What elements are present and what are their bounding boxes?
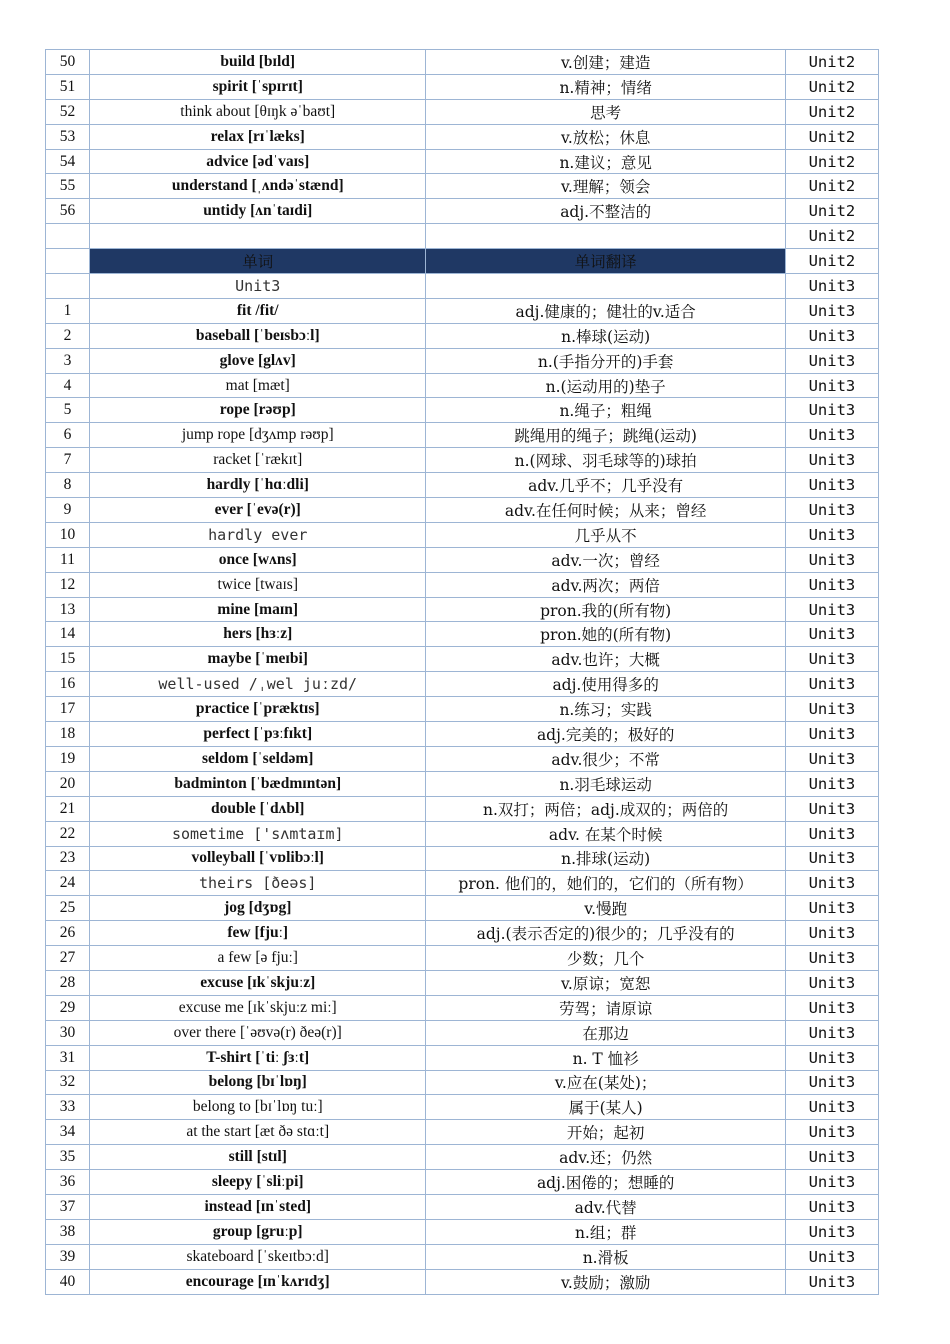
meaning-cell: adj.使用得多的 [426,672,785,697]
row-number: 26 [46,921,90,946]
table-row [46,1244,879,1269]
word-cell: untidy [ʌnˈtaɪdi] [90,199,426,224]
word-cell: belong [bɪˈlɒŋ] [90,1070,426,1095]
row-number: 29 [46,995,90,1020]
unit-cell: Unit3 [785,871,878,896]
header-meaning-cell: 单词翻译 [426,249,785,274]
meaning-cell: 思考 [426,99,785,124]
unit-cell: Unit2 [785,124,878,149]
row-number: 7 [46,448,90,473]
row-number: 9 [46,498,90,523]
table-row [46,1219,879,1244]
unit-cell: Unit3 [785,821,878,846]
word-cell: hardly [ˈhɑːdli] [90,473,426,498]
unit-cell: Unit3 [785,970,878,995]
word-cell: advice [ədˈvaɪs] [90,149,426,174]
word-cell: hardly ever [90,522,426,547]
meaning-cell: 几乎从不 [426,522,785,547]
row-number: 36 [46,1170,90,1195]
unit-cell: Unit3 [785,995,878,1020]
table-row [46,298,879,323]
unit-cell: Unit3 [785,1145,878,1170]
meaning-cell: adv.代替 [426,1194,785,1219]
table-row [46,522,879,547]
row-number: 1 [46,298,90,323]
unit-cell: Unit2 [785,50,878,75]
table-row [46,423,879,448]
word-cell: skateboard [ˈskeɪtbɔːd] [90,1244,426,1269]
word-cell: spirit [ˈspɪrɪt] [90,74,426,99]
row-number: 11 [46,547,90,572]
table-row [46,1145,879,1170]
table-row [46,746,879,771]
meaning-cell: n.组；群 [426,1219,785,1244]
meaning-cell: n.棒球(运动) [426,323,785,348]
meaning-cell: 劳驾；请原谅 [426,995,785,1020]
row-number: 50 [46,50,90,75]
table-row [46,448,879,473]
table-row [46,1269,879,1294]
row-number: 39 [46,1244,90,1269]
row-number: 17 [46,697,90,722]
meaning-cell: 在那边 [426,1020,785,1045]
blank-unit-cell: Unit2 [785,224,878,249]
meaning-cell: v.应在(某处)； [426,1070,785,1095]
word-cell: theirs [ðeəs] [90,871,426,896]
row-number: 37 [46,1194,90,1219]
table-row [46,647,879,672]
meaning-cell: adj.困倦的；想睡的 [426,1170,785,1195]
table-row [46,597,879,622]
unit-cell: Unit3 [785,746,878,771]
unit-cell: Unit3 [785,1095,878,1120]
meaning-cell: n.(网球、羽毛球等的)球拍 [426,448,785,473]
unit-cell: Unit3 [785,348,878,373]
blank-word-cell [90,224,426,249]
table-row [46,995,879,1020]
unit-cell: Unit3 [785,498,878,523]
row-number: 21 [46,796,90,821]
meaning-cell: 跳绳用的绳子；跳绳(运动) [426,423,785,448]
table-row [46,50,879,75]
table-row [46,1020,879,1045]
row-number: 22 [46,821,90,846]
meaning-cell: pron.她的(所有物) [426,622,785,647]
unit-cell: Unit3 [785,722,878,747]
unit-cell: Unit3 [785,1244,878,1269]
row-number: 30 [46,1020,90,1045]
unit-cell: Unit3 [785,921,878,946]
word-cell: sleepy [ˈsliːpi] [90,1170,426,1195]
table-row [46,74,879,99]
word-cell: few [fjuː] [90,921,426,946]
row-number: 38 [46,1219,90,1244]
row-number: 4 [46,373,90,398]
table-row [46,174,879,199]
unit-cell: Unit3 [785,1269,878,1294]
row-number: 16 [46,672,90,697]
word-cell: at the start [æt ðə stɑːt] [90,1120,426,1145]
blank-num-cell [46,224,90,249]
table-row [46,1045,879,1070]
row-number: 24 [46,871,90,896]
unit-cell: Unit3 [785,1045,878,1070]
meaning-cell: n.精神；情绪 [426,74,785,99]
word-cell: volleyball [ˈvɒlibɔːl] [90,846,426,871]
blank-meaning-cell [426,224,785,249]
meaning-cell: v.放松；休息 [426,124,785,149]
word-cell: badminton [ˈbædmɪntən] [90,771,426,796]
vocabulary-table [45,49,879,1295]
meaning-cell: 少数；几个 [426,946,785,971]
word-cell: relax [rɪˈlæks] [90,124,426,149]
meaning-cell: v.慢跑 [426,896,785,921]
unit-cell: Unit3 [785,647,878,672]
row-number: 34 [46,1120,90,1145]
word-cell: glove [glʌv] [90,348,426,373]
unit-cell: Unit3 [785,1170,878,1195]
unit-cell: Unit3 [785,423,878,448]
table-row [46,1120,879,1145]
word-cell: seldom [ˈseldəm] [90,746,426,771]
word-cell: build [bɪld] [90,50,426,75]
meaning-cell: adj.不整洁的 [426,199,785,224]
unit-cell: Unit3 [785,373,878,398]
table-row [46,1095,879,1120]
unit-label-cell: Unit3 [90,274,426,299]
table-row [46,921,879,946]
word-cell: a few [ə fjuː] [90,946,426,971]
unit-cell: Unit3 [785,846,878,871]
unit3-rows [46,298,879,1294]
row-number: 3 [46,348,90,373]
row-number: 51 [46,74,90,99]
word-cell: racket [ˈrækɪt] [90,448,426,473]
row-number: 53 [46,124,90,149]
word-cell: encourage [ɪnˈkʌrɪdʒ] [90,1269,426,1294]
word-cell: well-used /ˌwel juːzd/ [90,672,426,697]
unit-cell: Unit3 [785,448,878,473]
row-number: 20 [46,771,90,796]
table-row [46,796,879,821]
row-number: 19 [46,746,90,771]
unit-cell: Unit3 [785,622,878,647]
word-cell: instead [ɪnˈsted] [90,1194,426,1219]
meaning-cell: n.(手指分开的)手套 [426,348,785,373]
meaning-cell: n.练习；实践 [426,697,785,722]
table-row [46,547,879,572]
row-number: 40 [46,1269,90,1294]
unit-cell: Unit2 [785,99,878,124]
word-cell: jog [dʒɒg] [90,896,426,921]
table-row [46,672,879,697]
table-row [46,946,879,971]
unit-label-unit-cell: Unit3 [785,274,878,299]
row-number: 56 [46,199,90,224]
row-number: 5 [46,398,90,423]
row-number: 28 [46,970,90,995]
unit-cell: Unit3 [785,323,878,348]
header-word-cell: 单词 [90,249,426,274]
table-row [46,149,879,174]
meaning-cell: adv.很少；不常 [426,746,785,771]
unit-cell: Unit3 [785,1070,878,1095]
unit-cell: Unit3 [785,1219,878,1244]
table-row [46,348,879,373]
table-row [46,498,879,523]
row-number: 55 [46,174,90,199]
blank-row [46,224,879,249]
unit-cell: Unit3 [785,771,878,796]
unit-cell: Unit3 [785,1194,878,1219]
meaning-cell: n.(运动用的)垫子 [426,373,785,398]
row-number: 31 [46,1045,90,1070]
meaning-cell: n.滑板 [426,1244,785,1269]
word-cell: perfect [ˈpɜːfɪkt] [90,722,426,747]
row-number: 18 [46,722,90,747]
word-cell: think about [θɪŋk əˈbaʊt] [90,99,426,124]
word-cell: excuse [ɪkˈskjuːz] [90,970,426,995]
meaning-cell: adj.完美的；极好的 [426,722,785,747]
word-cell: excuse me [ɪkˈskjuːz miː] [90,995,426,1020]
row-number: 52 [46,99,90,124]
row-number: 54 [46,149,90,174]
word-cell: understand [ˌʌndəˈstænd] [90,174,426,199]
meaning-cell: adv.一次；曾经 [426,547,785,572]
table-row [46,771,879,796]
unit-cell: Unit3 [785,1120,878,1145]
unit-cell: Unit3 [785,697,878,722]
meaning-cell: v.鼓励；激励 [426,1269,785,1294]
row-number: 12 [46,572,90,597]
table-row [46,398,879,423]
table-row [46,722,879,747]
unit-cell: Unit3 [785,473,878,498]
table-row [46,199,879,224]
word-cell: baseball [ˈbeɪsbɔːl] [90,323,426,348]
unit-cell: Unit3 [785,1020,878,1045]
table-row [46,373,879,398]
row-number: 23 [46,846,90,871]
meaning-cell: adv.也许；大概 [426,647,785,672]
table-row [46,124,879,149]
table-row [46,970,879,995]
meaning-cell: adv.在任何时候；从来；曾经 [426,498,785,523]
unit-cell: Unit3 [785,398,878,423]
unit-cell: Unit3 [785,896,878,921]
word-cell: still [stɪl] [90,1145,426,1170]
unit-cell: Unit3 [785,547,878,572]
meaning-cell: pron. 他们的，她们的，它们的（所有物） [426,871,785,896]
row-number: 2 [46,323,90,348]
unit-cell: Unit2 [785,149,878,174]
row-number: 33 [46,1095,90,1120]
table-row [46,697,879,722]
table-row [46,99,879,124]
meaning-cell: n.排球(运动) [426,846,785,871]
row-number: 35 [46,1145,90,1170]
header-unit-cell: Unit2 [785,249,878,274]
meaning-cell: 开始；起初 [426,1120,785,1145]
word-cell: mat [mæt] [90,373,426,398]
unit-cell: Unit3 [785,796,878,821]
meaning-cell: v.理解；领会 [426,174,785,199]
row-number: 10 [46,522,90,547]
table-row [46,871,879,896]
unit-label-meaning-cell [426,274,785,299]
unit-cell: Unit3 [785,672,878,697]
row-number: 32 [46,1070,90,1095]
table-row [46,1070,879,1095]
meaning-cell: adj.健康的；健壮的v.适合 [426,298,785,323]
word-cell: over there [ˈəʊvə(r) ðeə(r)] [90,1020,426,1045]
meaning-cell: pron.我的(所有物) [426,597,785,622]
word-cell: double [ˈdʌbl] [90,796,426,821]
word-cell: T-shirt [ˈtiː ʃɜːt] [90,1045,426,1070]
row-number: 13 [46,597,90,622]
table-row [46,473,879,498]
meaning-cell: n.双打；两倍；adj.成双的；两倍的 [426,796,785,821]
meaning-cell: n. T 恤衫 [426,1045,785,1070]
meaning-cell: adv.两次；两倍 [426,572,785,597]
table-row [46,821,879,846]
unit-cell: Unit3 [785,597,878,622]
unit-cell: Unit3 [785,572,878,597]
meaning-cell: n.绳子；粗绳 [426,398,785,423]
unit-cell: Unit2 [785,74,878,99]
table-row [46,846,879,871]
meaning-cell: n.建议；意见 [426,149,785,174]
special-rows [46,224,879,299]
unit-cell: Unit3 [785,298,878,323]
meaning-cell: adv.几乎不；几乎没有 [426,473,785,498]
table-row [46,1194,879,1219]
row-number: 14 [46,622,90,647]
word-cell: group [gruːp] [90,1219,426,1244]
row-number: 15 [46,647,90,672]
table-row [46,896,879,921]
row-number: 25 [46,896,90,921]
unit-label-row [46,274,879,299]
meaning-cell: v.创建；建造 [426,50,785,75]
word-cell: hers [hɜːz] [90,622,426,647]
word-cell: rope [rəʊp] [90,398,426,423]
row-number: 27 [46,946,90,971]
meaning-cell: n.羽毛球运动 [426,771,785,796]
word-cell: twice [twaɪs] [90,572,426,597]
word-cell: sometime ['sʌmtaɪm] [90,821,426,846]
meaning-cell: v.原谅；宽恕 [426,970,785,995]
meaning-cell: 属于(某人) [426,1095,785,1120]
table-row [46,323,879,348]
word-cell: maybe [ˈmeɪbi] [90,647,426,672]
word-cell: belong to [bɪˈlɒŋ tuː] [90,1095,426,1120]
table-row [46,572,879,597]
word-cell: fit /fit/ [90,298,426,323]
unit-cell: Unit2 [785,199,878,224]
row-number: 8 [46,473,90,498]
header-num-cell [46,249,90,274]
unit-cell: Unit3 [785,946,878,971]
table-row [46,1170,879,1195]
word-cell: once [wʌns] [90,547,426,572]
unit-cell: Unit3 [785,522,878,547]
word-cell: mine [maɪn] [90,597,426,622]
word-cell: practice [ˈpræktɪs] [90,697,426,722]
unit-label-num-cell [46,274,90,299]
meaning-cell: adv.还；仍然 [426,1145,785,1170]
row-number: 6 [46,423,90,448]
meaning-cell: adv. 在某个时候 [426,821,785,846]
meaning-cell: adj.(表示否定的)很少的；几乎没有的 [426,921,785,946]
unit-cell: Unit2 [785,174,878,199]
unit2-rows [46,50,879,224]
word-cell: ever [ˈevə(r)] [90,498,426,523]
header-row [46,249,879,274]
table-row [46,622,879,647]
word-cell: jump rope [dʒʌmp rəʊp] [90,423,426,448]
